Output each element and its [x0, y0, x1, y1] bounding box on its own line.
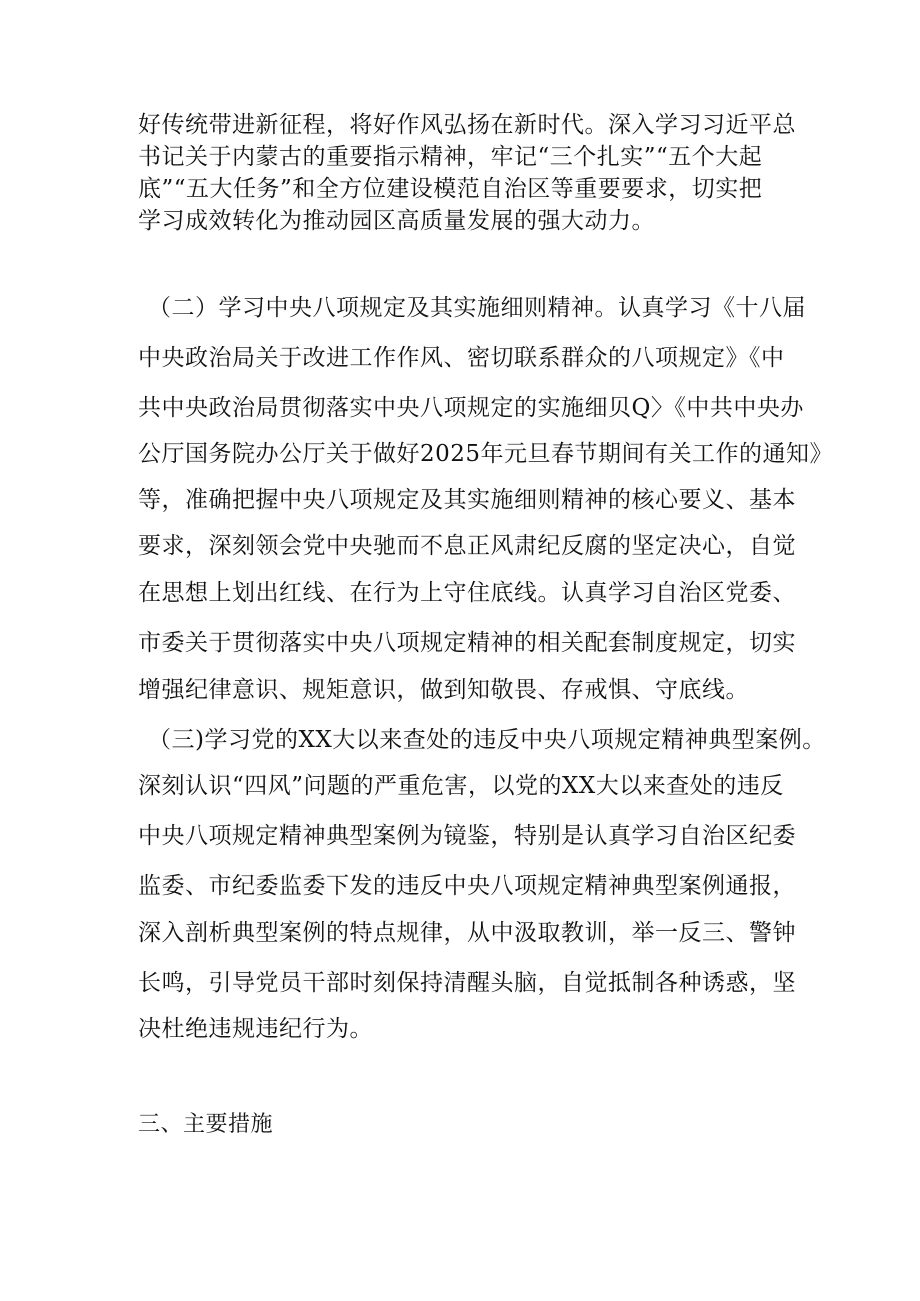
paragraph-2-line-8: 市委关于贯彻落实中央八项规定精神的相关配套制度规定，切实 — [138, 630, 796, 656]
paragraph-2-line-3: 共中央政治局贯彻落实中央八项规定的实施细贝Q〉《中共中央办 — [138, 395, 804, 421]
paragraph-3-line-5: 深入剖析典型案例的特点规律，从中汲取教训，举一反三、警钟 — [138, 920, 796, 946]
paragraph-3-line-2: 深刻认识“四风”问题的严重危害，以党的XX大以来查处的违反 — [138, 773, 784, 799]
paragraph-2-line-9: 增强纪律意识、规矩意识，做到知敬畏、存戒惧、守底线。 — [138, 677, 749, 703]
paragraph-2-line-2: 中央政治局关于改进工作作风、密切联系群众的八项规定》《中 — [138, 345, 785, 371]
paragraph-2-line-6: 要求，深刻领会党中央驰而不息正风肃纪反腐的坚定决心，自觉 — [138, 533, 796, 559]
paragraph-3-line-7: 决杜绝违规违纪行为。 — [138, 1016, 373, 1042]
paragraph-3-line-3: 中央八项规定精神典型案例为镜鉴，特别是认真学习自治区纪委 — [138, 823, 796, 849]
paragraph-3-line-6: 长鸣，引导党员干部时刻保持清醒头脑，自觉抵制各种诱惑，坚 — [138, 970, 796, 996]
paragraph-1-line-3: 底”“五大任务”和全方位建设模范自治区等重要要求，切实把 — [138, 176, 763, 202]
paragraph-1-line-2: 书记关于内蒙古的重要指示精神，牢记“三个扎实”“五个大起 — [138, 144, 763, 170]
paragraph-2-line-7: 在思想上划出红线、在行为上守住底线。认真学习自治区党委、 — [138, 580, 796, 606]
paragraph-2-line-5: 等，准确把握中央八项规定及其实施细则精神的核心要义、基本 — [138, 487, 796, 513]
paragraph-2-line-4: 公厅国务院办公厅关于做好2025年元旦春节期间有关工作的通知》 — [138, 441, 834, 467]
paragraph-2-line-1: （二）学习中央八项规定及其实施细则精神。认真学习《十八届 — [148, 295, 806, 321]
paragraph-3-line-4: 监委、市纪委监委下发的违反中央八项规定精神典型案例通报， — [138, 873, 796, 899]
paragraph-3-line-1: （三)学习党的XX大以来查处的违反中央八项规定精神典型案例。 — [148, 727, 826, 753]
section-heading: 三、主要措施 — [138, 1112, 274, 1137]
paragraph-1-line-1: 好传统带进新征程，将好作风弘扬在新时代。深入学习习近平总 — [138, 112, 796, 138]
paragraph-1-line-4: 学习成效转化为推动园区高质量发展的强大动力。 — [138, 208, 655, 234]
